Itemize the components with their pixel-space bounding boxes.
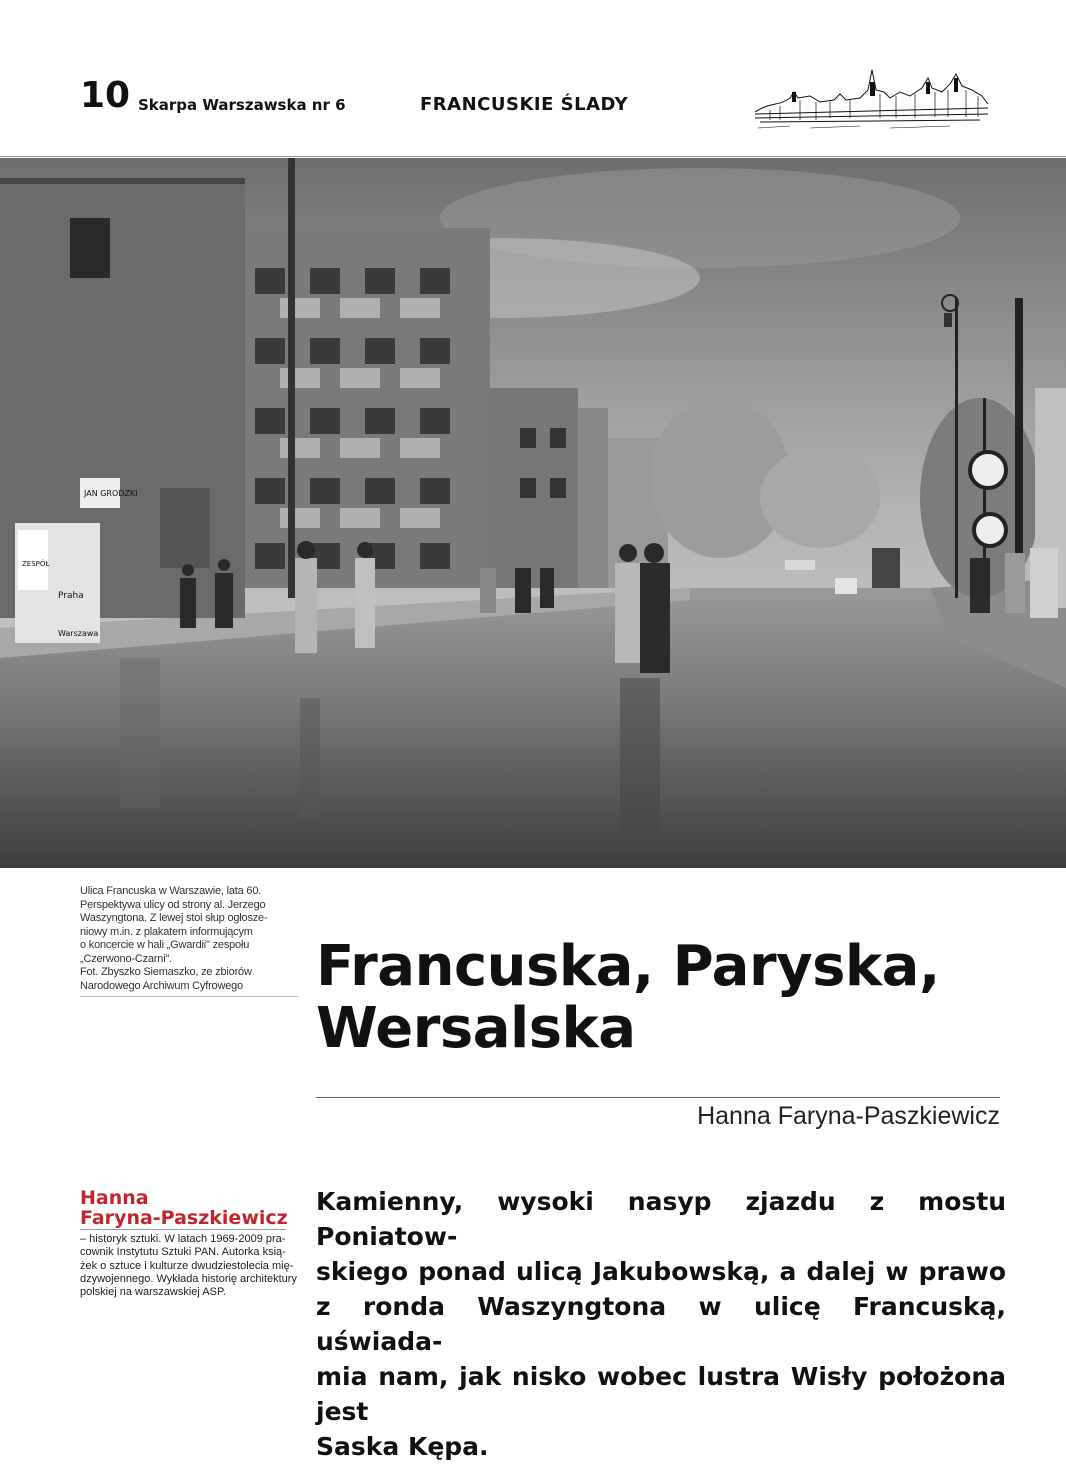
caption-line: o koncercie w hali „Gwardii" zespołu	[80, 939, 250, 951]
photo-caption	[80, 885, 300, 993]
magazine-name: Skarpa Warszawska nr 6	[138, 96, 346, 114]
header-rule	[0, 156, 1066, 157]
title-line: Francuska, Paryska,	[316, 934, 940, 999]
title-line: Wersalska	[316, 996, 636, 1061]
bio-line: – historyk sztuki. W latach 1969-2009 pra-	[80, 1233, 286, 1245]
page-header	[0, 0, 1066, 158]
page-number: 10	[80, 75, 131, 116]
bio-author-name	[80, 1188, 290, 1228]
bio-name-line: Hanna	[80, 1187, 149, 1209]
article-title	[316, 936, 1016, 1060]
caption-line: „Czerwono-Czarni".	[80, 952, 172, 965]
caption-line: Perspektywa ulicy od strony al. Jerzego	[80, 898, 266, 911]
lead-line: Saska Kępa.	[316, 1432, 489, 1461]
caption-line: Narodowego Archiwum Cyfrowego	[80, 979, 243, 992]
bio-name-line: Faryna-Paszkiewicz	[80, 1207, 288, 1229]
poster-text-warszawa: Warszawa	[58, 629, 99, 638]
title-rule	[316, 1097, 1000, 1098]
historic-street-photograph-icon	[0, 158, 1066, 868]
lead-line: skiego ponad ulicą Jakubowską, a dalej w prawo	[316, 1257, 1006, 1286]
caption-line: Fot. Zbyszko Siemaszko, ze zbiorów	[80, 966, 252, 978]
street-photograph	[0, 158, 1066, 868]
section-title: FRANCUSKIE ŚLADY	[420, 94, 629, 115]
bio-text	[80, 1233, 295, 1299]
caption-line: niowy m.in. z plakatem informującym	[80, 925, 253, 938]
caption-line: Waszyngtona. Z lewej stoi słup ogłosze-	[80, 912, 268, 924]
bio-line: żek o sztuce i kulturze dwudziestolecia mię-	[80, 1259, 294, 1272]
caption-line: Ulica Francuska w Warszawie, lata 60.	[80, 885, 262, 897]
shop-sign-text: JAN GRODZKI	[84, 489, 138, 498]
lead-line: Kamienny, wysoki nasyp zjazdu z mostu Poniatow-	[316, 1187, 1006, 1251]
bio-line: dzywojennego. Wykłada historię architektury	[80, 1272, 297, 1285]
article-lead	[316, 1184, 1006, 1464]
bio-line: cownik Instytutu Sztuki PAN. Autorka ksią-	[80, 1246, 286, 1259]
lead-line: mia nam, jak nisko wobec lustra Wisły położona jest	[316, 1362, 1006, 1426]
bio-rule	[80, 1229, 286, 1230]
warsaw-skyline-icon	[750, 62, 990, 138]
lead-line: z ronda Waszyngtona w ulicę Francuską, uświada-	[316, 1292, 1006, 1356]
caption-rule	[80, 996, 298, 997]
bio-line: polskiej na warszawskiej ASP.	[80, 1286, 226, 1299]
poster-text-praha: Praha	[58, 591, 84, 601]
article-author: Hanna Faryna-Paszkiewicz	[697, 1102, 1000, 1130]
poster-text-zespol: ZESPÓŁ	[22, 560, 50, 568]
